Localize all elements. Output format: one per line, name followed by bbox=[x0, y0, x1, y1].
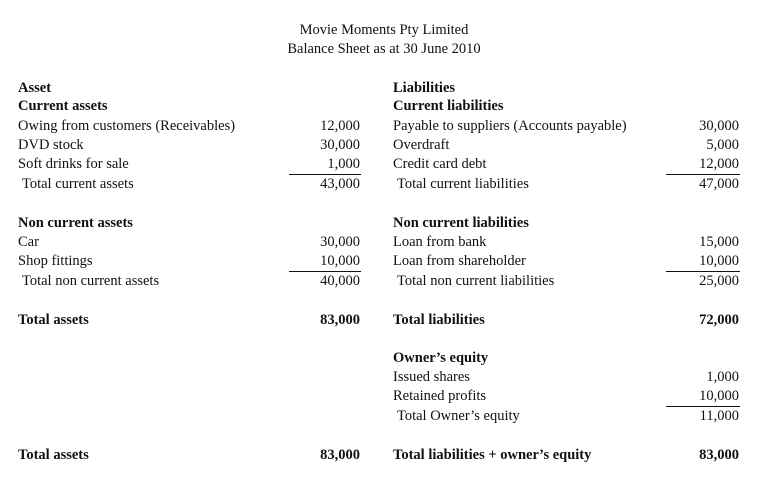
asset-row-label: Owing from customers (Receivables) bbox=[18, 118, 236, 134]
assets-heading: Asset bbox=[18, 80, 52, 96]
total-assets-value: 83,000 bbox=[320, 312, 360, 328]
subtotal-rule bbox=[289, 271, 361, 272]
total-owners-equity-value: 11,000 bbox=[699, 408, 739, 424]
liability-row-value: 15,000 bbox=[699, 234, 739, 250]
liability-row-value: 10,000 bbox=[699, 253, 739, 269]
non-current-assets-heading: Non current assets bbox=[18, 215, 133, 231]
equity-row-label: Retained profits bbox=[393, 388, 487, 404]
liability-row-value: 30,000 bbox=[699, 118, 739, 134]
equity-row-value: 10,000 bbox=[699, 388, 739, 404]
asset-row-value: 12,000 bbox=[320, 118, 360, 134]
liability-row-label: Loan from bank bbox=[393, 234, 487, 250]
total-current-liabilities-label: Total current liabilities bbox=[397, 176, 529, 192]
non-current-liabilities-heading: Non current liabilities bbox=[393, 215, 529, 231]
total-non-current-liabilities-label: Total non current liabilities bbox=[397, 273, 555, 289]
company-name: Movie Moments Pty Limited bbox=[299, 22, 469, 38]
total-current-assets-label: Total current assets bbox=[22, 176, 134, 192]
asset-row-label: Shop fittings bbox=[18, 253, 93, 269]
liability-row-label: Loan from shareholder bbox=[393, 253, 526, 269]
liability-row-label: Credit card debt bbox=[393, 156, 487, 172]
asset-row-label: Soft drinks for sale bbox=[18, 156, 129, 172]
total-owners-equity-label: Total Owner’s equity bbox=[397, 408, 520, 424]
liability-row-label: Payable to suppliers (Accounts payable) bbox=[393, 118, 627, 134]
footer-total-assets-value: 83,000 bbox=[320, 447, 360, 463]
total-non-current-liabilities-value: 25,000 bbox=[699, 273, 739, 289]
footer-total-assets-label: Total assets bbox=[18, 447, 89, 463]
liabilities-heading: Liabilities bbox=[393, 80, 456, 96]
liability-row-label: Overdraft bbox=[393, 137, 450, 153]
asset-row-value: 10,000 bbox=[320, 253, 360, 269]
subtotal-rule bbox=[666, 271, 740, 272]
equity-row-value: 1,000 bbox=[706, 369, 739, 385]
total-assets-label: Total assets bbox=[18, 312, 89, 328]
total-non-current-assets-label: Total non current assets bbox=[22, 273, 160, 289]
liability-row-value: 5,000 bbox=[706, 137, 739, 153]
current-assets-heading: Current assets bbox=[18, 98, 108, 114]
total-liabilities-label: Total liabilities bbox=[393, 312, 485, 328]
current-liabilities-heading: Current liabilities bbox=[393, 98, 504, 114]
asset-row-label: DVD stock bbox=[18, 137, 84, 153]
subtotal-rule bbox=[666, 406, 740, 407]
total-current-liabilities-value: 47,000 bbox=[699, 176, 739, 192]
asset-row-value: 30,000 bbox=[320, 137, 360, 153]
footer-total-liab-equity-value: 83,000 bbox=[699, 447, 739, 463]
subtotal-rule bbox=[289, 174, 361, 175]
owners-equity-heading: Owner’s equity bbox=[393, 350, 489, 366]
equity-row-label: Issued shares bbox=[393, 369, 470, 385]
total-liabilities-value: 72,000 bbox=[699, 312, 739, 328]
liability-row-value: 12,000 bbox=[699, 156, 739, 172]
subtotal-rule bbox=[666, 174, 740, 175]
asset-row-value: 1,000 bbox=[327, 156, 360, 172]
total-current-assets-value: 43,000 bbox=[320, 176, 360, 192]
asset-row-value: 30,000 bbox=[320, 234, 360, 250]
total-non-current-assets-value: 40,000 bbox=[320, 273, 360, 289]
sheet-subtitle: Balance Sheet as at 30 June 2010 bbox=[287, 41, 481, 57]
footer-total-liab-equity-label: Total liabilities + owner’s equity bbox=[393, 447, 592, 463]
asset-row-label: Car bbox=[18, 234, 39, 250]
